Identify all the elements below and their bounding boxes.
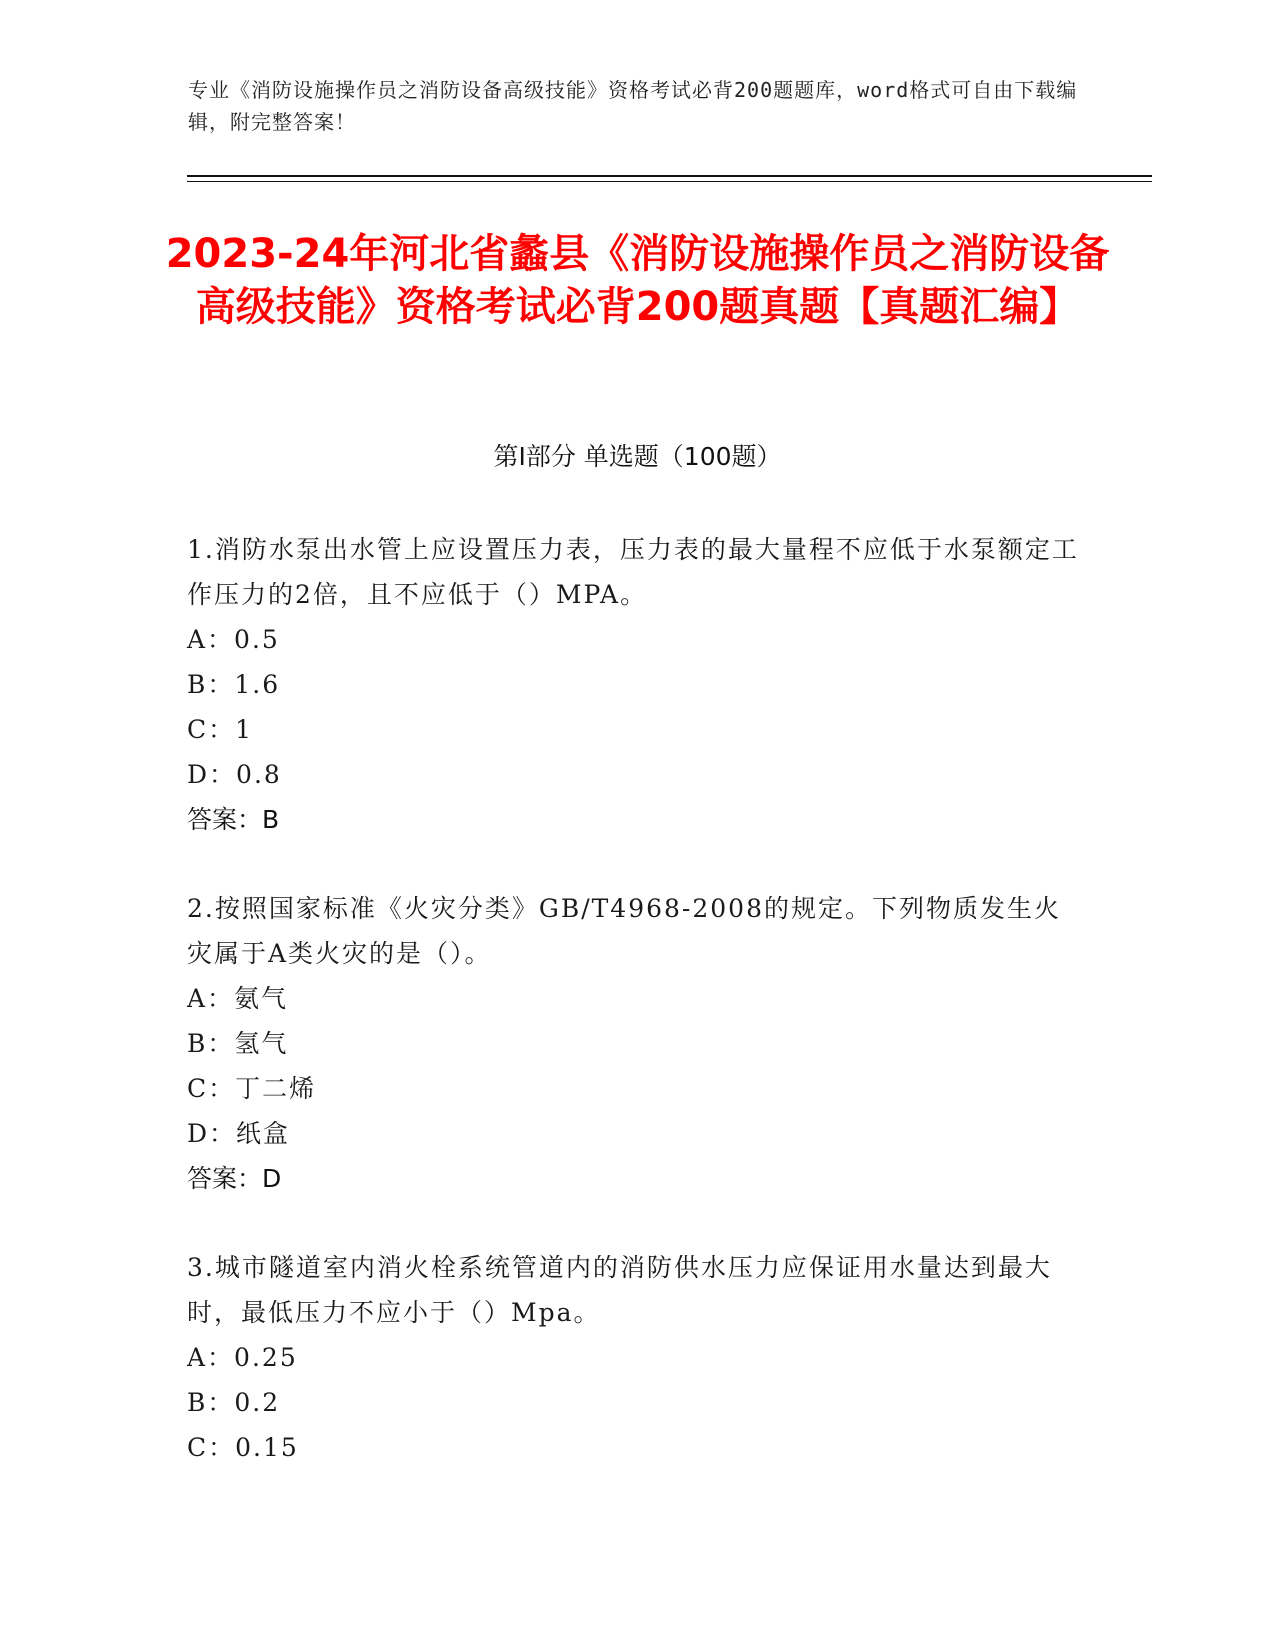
question-2 (187, 886, 1087, 1201)
option-a: A：0.25 (187, 1343, 298, 1372)
option-c: C：1 (187, 715, 254, 744)
answer-line: 答案：D (187, 1164, 282, 1193)
option-a: A：0.5 (187, 625, 280, 654)
question-3 (187, 1245, 1087, 1470)
option-b: B：氢气 (187, 1029, 289, 1058)
section-title: 第Ⅰ部分 单选题（100题） (493, 442, 782, 471)
option-d: D：纸盒 (187, 1119, 291, 1148)
header-divider-thick (187, 175, 1152, 177)
question-stem: 3.城市隧道室内消火栓系统管道内的消防供水压力应保证用水量达到最大时，最低压力不应小于（）Mpa。 (187, 1253, 1052, 1327)
option-a: A：氨气 (187, 984, 289, 1013)
header-divider-thin (187, 181, 1152, 182)
document-header-note: 专业《消防设施操作员之消防设备高级技能》资格考试必背200题题库，word格式可自由下载编辑，附完整答案！ (188, 78, 1078, 134)
document-title: 2023-24年河北省蠡县《消防设施操作员之消防设备高级技能》资格考试必背200题真题【真题汇编】 (165, 231, 1110, 330)
option-c: C：0.15 (187, 1433, 299, 1462)
option-c: C：丁二烯 (187, 1074, 317, 1103)
question-list (187, 527, 1087, 1514)
option-d: D：0.8 (187, 760, 282, 789)
option-b: B：0.2 (187, 1388, 281, 1417)
option-b: B：1.6 (187, 670, 281, 699)
question-stem: 2.按照国家标准《火灾分类》GB/T4968-2008的规定。下列物质发生火灾属于A类火灾的是（）。 (187, 894, 1061, 968)
question-stem: 1.消防水泵出水管上应设置压力表，压力表的最大量程不应低于水泵额定工作压力的2倍，且不应低于（）MPA。 (187, 535, 1079, 609)
question-1 (187, 527, 1087, 842)
answer-line: 答案：B (187, 805, 280, 834)
